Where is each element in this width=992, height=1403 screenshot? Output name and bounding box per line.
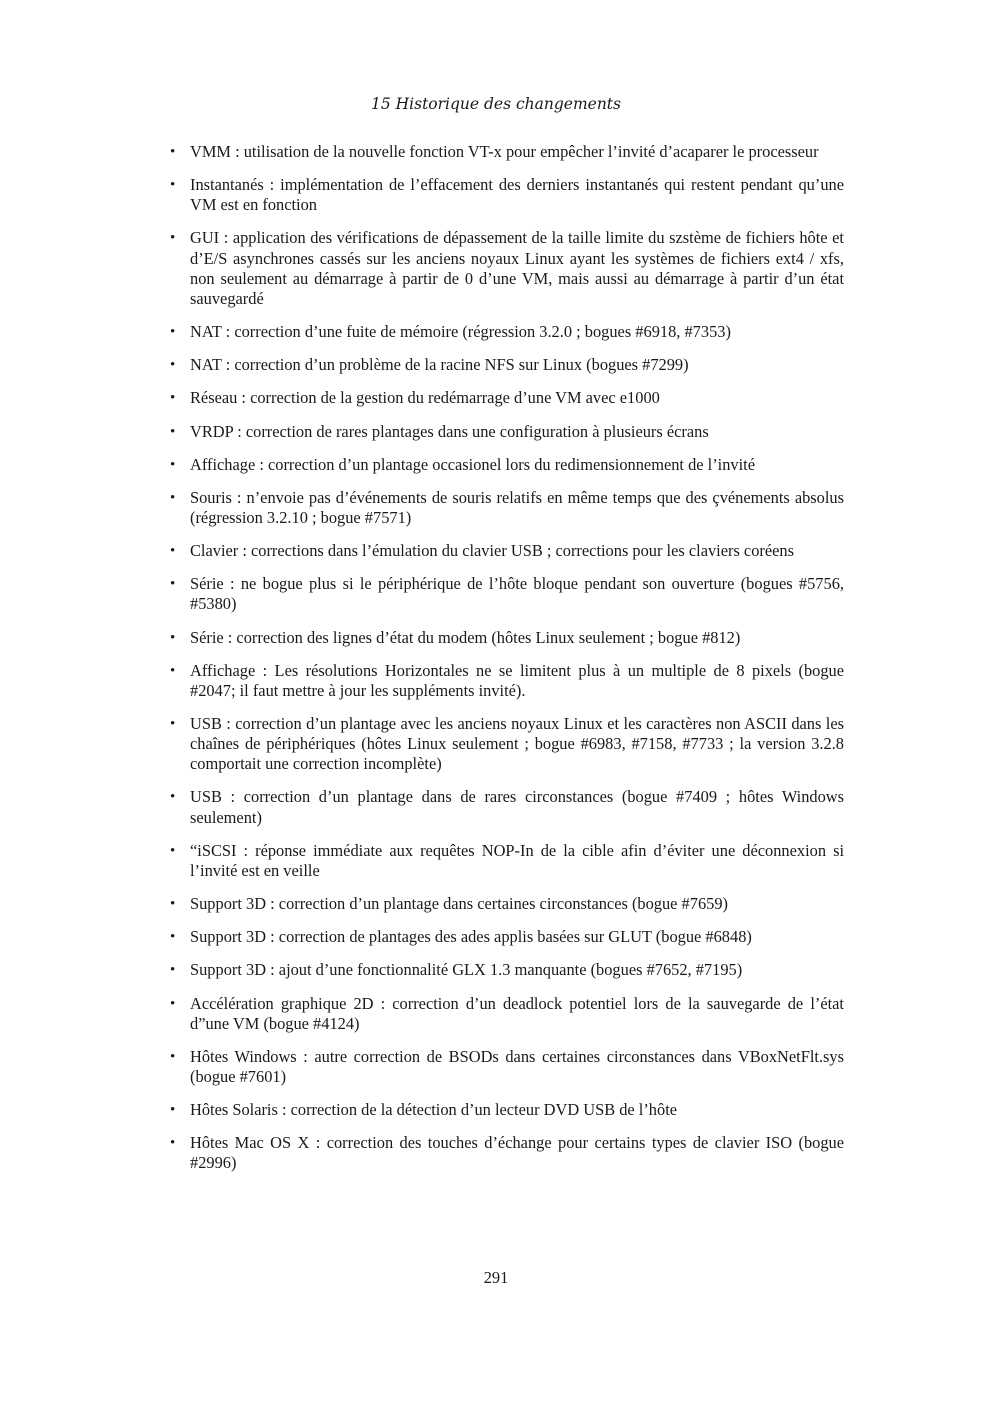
list-item xyxy=(168,355,844,375)
list-item xyxy=(168,175,844,215)
list-item xyxy=(168,574,844,614)
list-item-text: Clavier : corrections dans l’émulation du clavier USB ; corrections pour les claviers coréens xyxy=(190,541,794,561)
bullet-icon: • xyxy=(170,1102,176,1119)
list-item xyxy=(168,228,844,308)
list-item xyxy=(168,1100,844,1120)
bullet-icon: • xyxy=(170,323,176,340)
list-item xyxy=(168,661,844,701)
bullet-icon: • xyxy=(170,423,176,440)
list-item-text: Série : ne bogue plus si le périphérique de l’hôte bloque pendant son ouverture (bogues #5756, #5380) xyxy=(190,574,844,614)
list-item xyxy=(168,422,844,442)
list-item-text: VRDP : correction de rares plantages dans une configuration à plusieurs écrans xyxy=(190,421,709,441)
list-item-text: USB : correction d’un plantage avec les anciens noyaux Linux et les caractères non ASCII dans les chaînes de périphériques (hôtes Linux seulement ; bogue #6983, #7158, #7733 ; la version 3.2.8 comportait une correction incomplète) xyxy=(190,714,844,774)
list-item-text: Affichage : correction d’un plantage occasionel lors du redimensionnement de l’invité xyxy=(190,454,755,474)
list-item-text: Hôtes Mac OS X : correction des touches d’échange pour certains types de clavier ISO (bogue #2996) xyxy=(190,1133,844,1173)
list-item-text: NAT : correction d’une fuite de mémoire (régression 3.2.0 ; bogues #6918, #7353) xyxy=(190,321,731,341)
bullet-icon: • xyxy=(170,357,176,374)
list-item-text: Hôtes Windows : autre correction de BSODs dans certaines circonstances dans VBoxNetFlt.sys (bogue #7601) xyxy=(190,1046,844,1086)
list-item xyxy=(168,1133,844,1173)
bullet-icon: • xyxy=(170,576,176,593)
running-header: 15 Historique des changements xyxy=(370,95,621,113)
list-item xyxy=(168,142,844,162)
changelog-list xyxy=(168,142,844,1174)
page-content xyxy=(168,142,844,1187)
bullet-icon: • xyxy=(170,489,176,506)
list-item-text: Hôtes Solaris : correction de la détection d’un lecteur DVD USB de l’hôte xyxy=(190,1100,678,1120)
bullet-icon: • xyxy=(170,390,176,407)
bullet-icon: • xyxy=(170,177,176,194)
list-item-text: Accélération graphique 2D : correction d’un deadlock potentiel lors de la sauvegarde de l’état d”une VM (bogue #4124) xyxy=(190,993,844,1033)
bullet-icon: • xyxy=(170,230,176,247)
bullet-icon: • xyxy=(170,144,176,160)
bullet-icon: • xyxy=(170,543,176,560)
list-item-text: GUI : application des vérifications de dépassement de la taille limite du szstème de fichiers hôte et d’E/S asynchrones cassés sur les anciens noyaux Linux ayant les systèmes de fichiers ext4 / xfs, non seulement au démarrage à partir de 0 d’une VM, mais aussi au démarrage à partir d’un état sauvegardé xyxy=(190,228,844,308)
bullet-icon: • xyxy=(170,629,176,646)
bullet-icon: • xyxy=(170,789,176,806)
list-item-text: USB : correction d’un plantage dans de rares circonstances (bogue #7409 ; hôtes Windows seulement) xyxy=(190,787,844,827)
list-item xyxy=(168,541,844,561)
bullet-icon: • xyxy=(170,962,176,979)
list-item xyxy=(168,455,844,475)
list-item xyxy=(168,927,844,947)
list-item-text: Support 3D : ajout d’une fonctionnalité GLX 1.3 manquante (bogues #7652, #7195) xyxy=(190,960,743,980)
list-item xyxy=(168,994,844,1034)
list-item xyxy=(168,388,844,408)
list-item xyxy=(168,841,844,881)
list-item-text: VMM : utilisation de la nouvelle fonction VT-x pour empêcher l’invité d’acaparer le processeur xyxy=(190,142,819,161)
list-item xyxy=(168,787,844,827)
list-item-text: “iSCSI : réponse immédiate aux requêtes NOP-In de la cible afin d’éviter une déconnexion si l’invité est en veille xyxy=(190,840,844,880)
bullet-icon: • xyxy=(170,896,176,913)
list-item xyxy=(168,894,844,914)
list-item xyxy=(168,1047,844,1087)
list-item-text: Instantanés : implémentation de l’effacement des derniers instantanés qui restent pendant qu’une VM est en fonction xyxy=(190,175,844,215)
list-item-text: Série : correction des lignes d’état du modem (hôtes Linux seulement ; bogue #812) xyxy=(190,627,741,647)
bullet-icon: • xyxy=(170,842,176,859)
list-item-text: Réseau : correction de la gestion du redémarrage d’une VM avec e1000 xyxy=(190,388,660,408)
bullet-icon: • xyxy=(170,716,176,733)
bullet-icon: • xyxy=(170,1135,176,1152)
list-item xyxy=(168,322,844,342)
list-item-text: Affichage : Les résolutions Horizontales ne se limitent plus à un multiple de 8 pixels (bogue #2047; il faut mettre à jour les suppléments invité). xyxy=(190,660,844,700)
list-item-text: NAT : correction d’un problème de la racine NFS sur Linux (bogues #7299) xyxy=(190,355,689,375)
page-number: 291 xyxy=(483,1268,509,1287)
list-item-text: Souris : n’envoie pas d’événements de souris relatifs en même temps que des çvénements absolus (régression 3.2.10 ; bogue #7571) xyxy=(190,487,844,527)
bullet-icon: • xyxy=(170,995,176,1012)
list-item xyxy=(168,488,844,528)
bullet-icon: • xyxy=(170,1048,176,1065)
bullet-icon: • xyxy=(170,929,176,946)
list-item xyxy=(168,960,844,980)
bullet-icon: • xyxy=(170,456,176,473)
bullet-icon: • xyxy=(170,662,176,679)
list-item xyxy=(168,714,844,774)
list-item-text: Support 3D : correction de plantages des ades applis basées sur GLUT (bogue #6848) xyxy=(190,927,752,947)
list-item xyxy=(168,628,844,648)
list-item-text: Support 3D : correction d’un plantage dans certaines circonstances (bogue #7659) xyxy=(190,894,728,914)
